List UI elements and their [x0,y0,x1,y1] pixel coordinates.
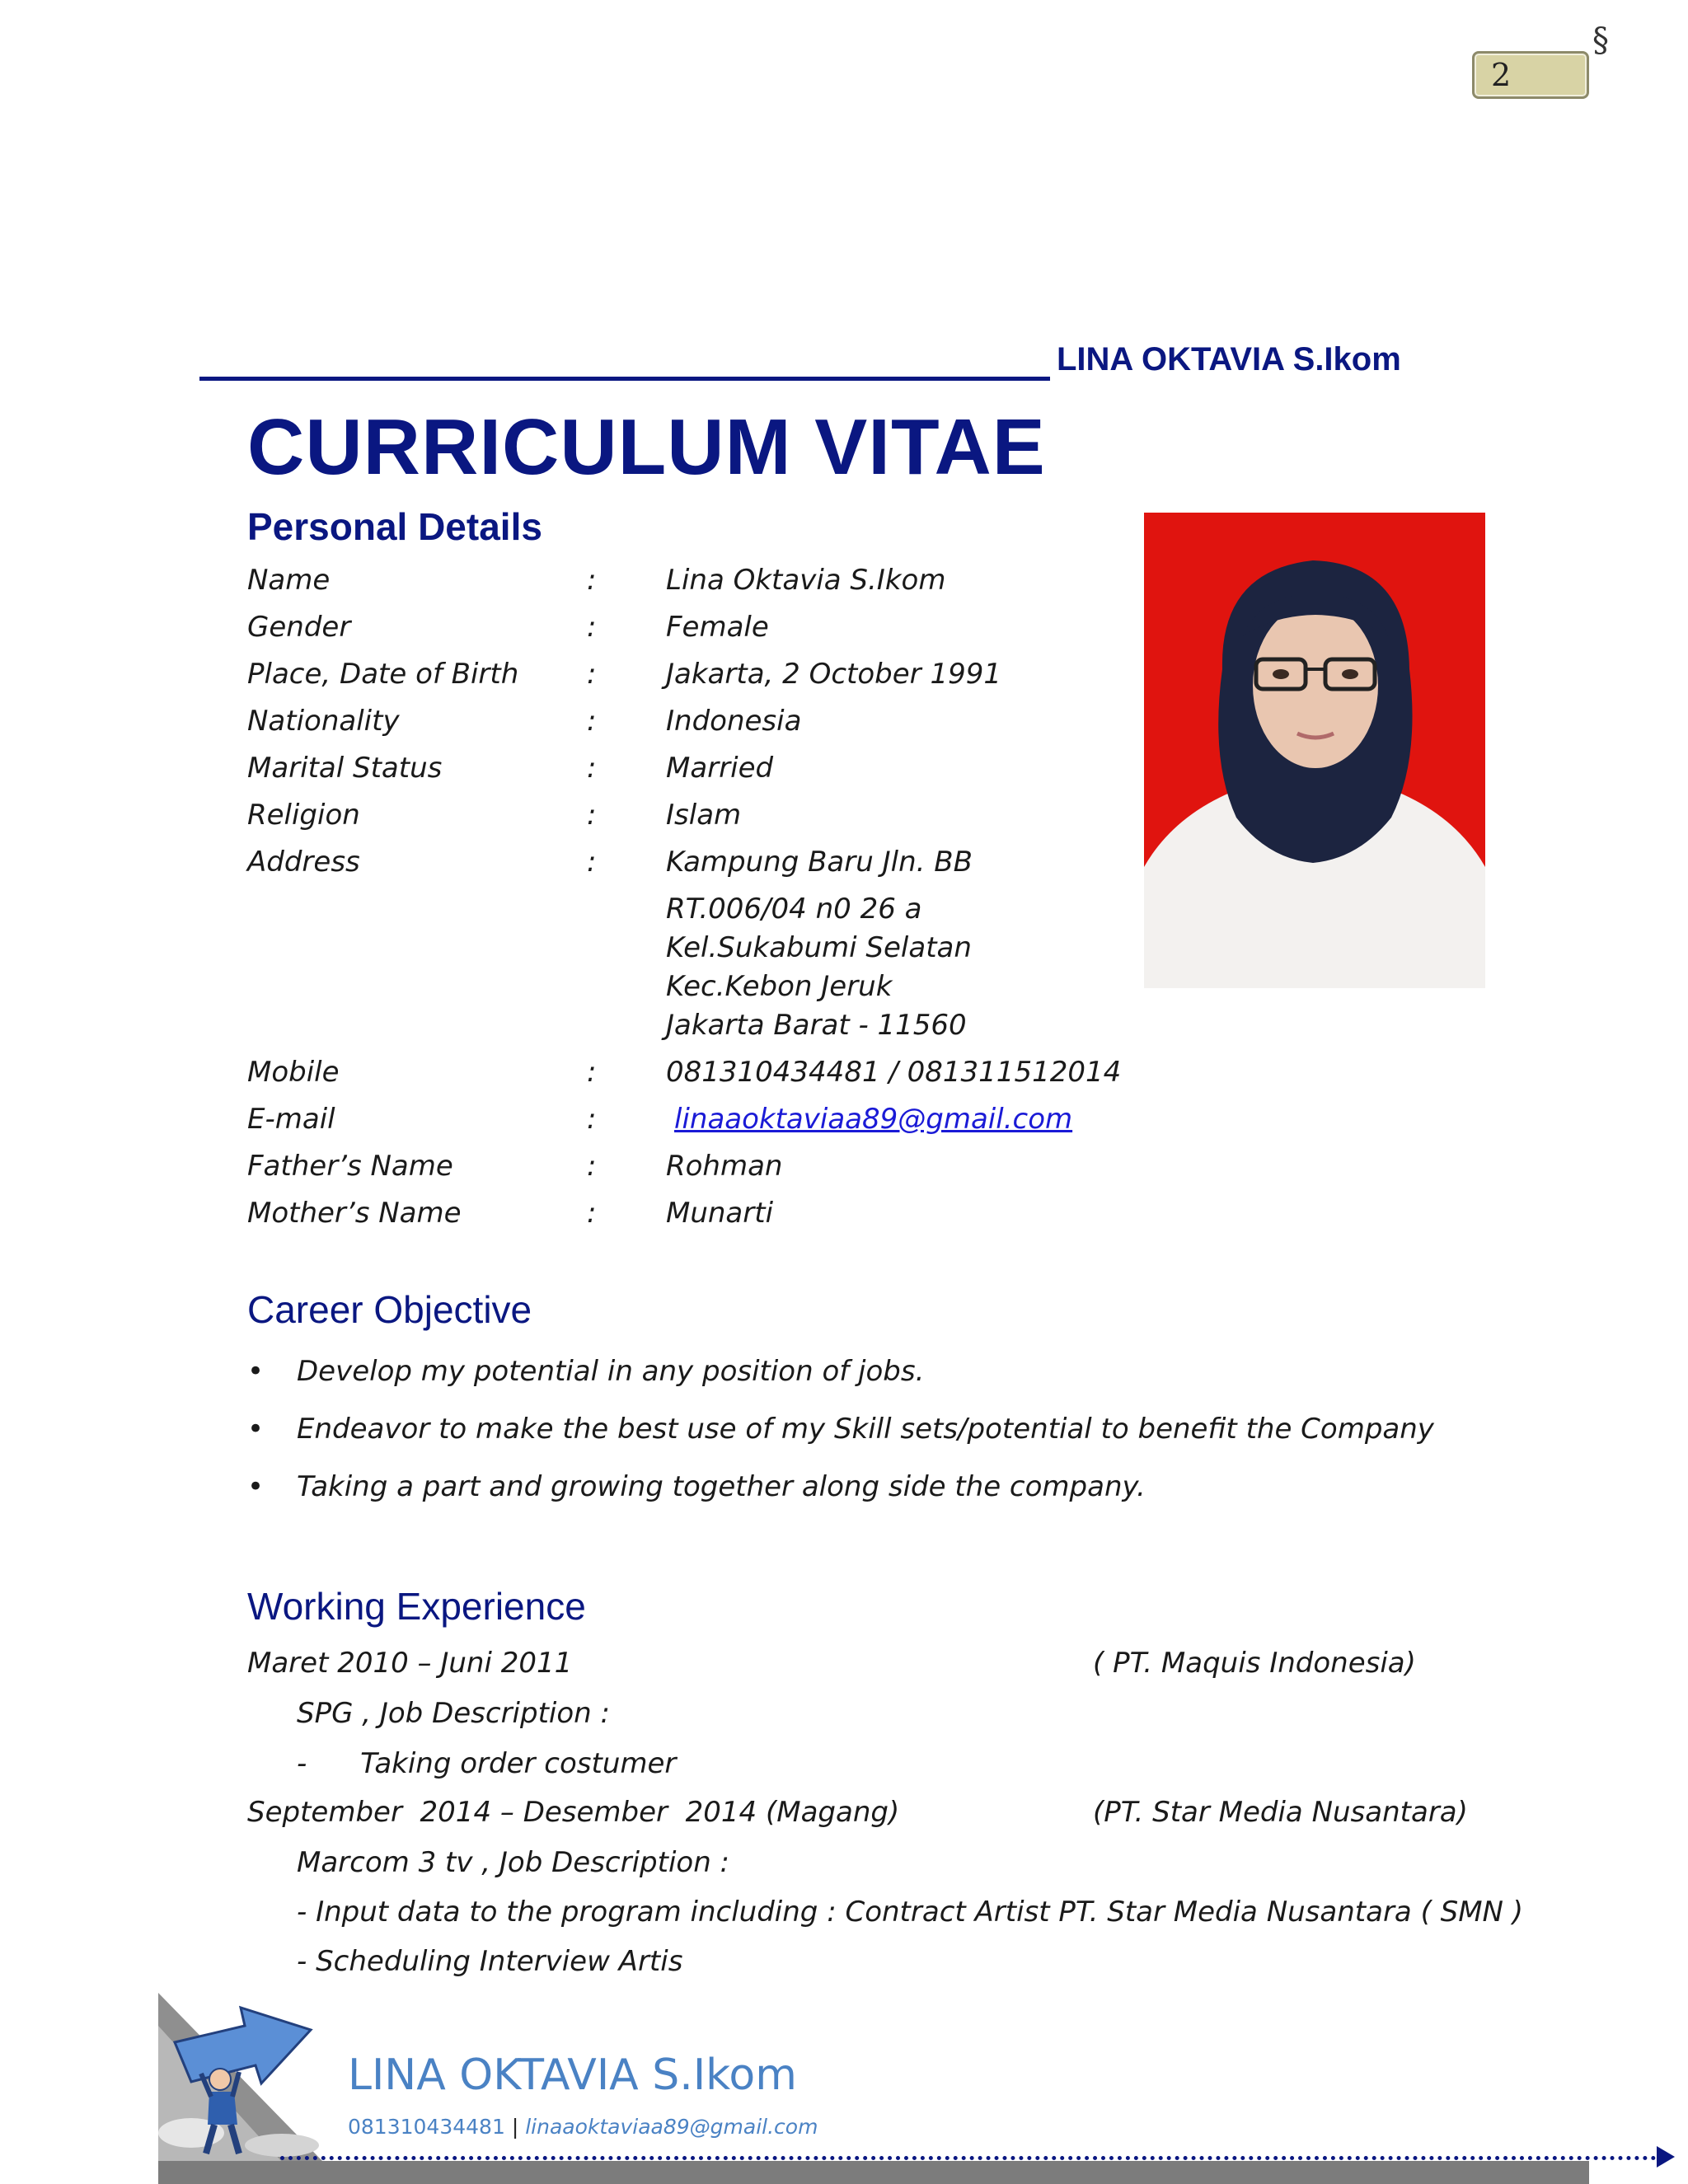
detail-label: Marital Status [247,752,443,785]
working-experience-heading: Working Experience [247,1585,586,1628]
footer-illustration [158,1993,323,2162]
section-mark: § [1592,21,1609,59]
detail-colon: : [587,611,597,644]
page-number: 2 [1491,57,1512,93]
detail-label: Mother’s Name [247,1197,462,1230]
detail-colon: : [587,1056,597,1089]
detail-value: Kampung Baru Jln. BB [666,846,973,879]
detail-value: Indonesia [666,705,802,738]
detail-label: Gender [247,611,351,644]
job-company: ( PT. Maquis Indonesia) [1093,1647,1416,1680]
detail-row-father [247,1150,1154,1191]
header-rule [199,377,1050,381]
detail-value: 081310434481 / 081311512014 [666,1056,1122,1089]
footer-phone: 081310434481 [348,2115,505,2139]
personal-details-heading: Personal Details [247,505,542,548]
footer-separator: | [511,2115,519,2139]
footer-name: LINA OKTAVIA S.Ikom [348,2050,797,2100]
detail-colon: : [587,658,597,691]
profile-photo [1144,513,1485,988]
detail-value: Rohman [666,1150,783,1183]
detail-row-religion [247,799,1154,840]
detail-label: E-mail [247,1103,335,1136]
detail-row-mother [247,1197,1154,1238]
job-role: Marcom 3 tv , Job Description : [297,1846,730,1879]
detail-value: Munarti [666,1197,774,1230]
bullet-icon: • [247,1355,265,1388]
job-duty: - Taking order costumer [297,1747,677,1780]
address-line: Jakarta Barat - 11560 [666,1009,967,1042]
detail-label: Nationality [247,705,400,738]
detail-label: Father’s Name [247,1150,453,1183]
list-item-text: Develop my potential in any position of jobs. [297,1355,925,1388]
header-name: LINA OKTAVIA S.Ikom [1057,341,1401,377]
detail-row-gender [247,611,1154,652]
detail-colon: : [587,1150,597,1183]
bullet-icon: • [247,1470,265,1503]
list-item-text: Endeavor to make the best use of my Skill sets/potential to benefit the Company [297,1413,1434,1446]
detail-row-address [247,846,1154,887]
page-title: CURRICULUM VITAE [247,403,1046,491]
detail-colon: : [587,564,597,597]
detail-value: Female [666,611,769,644]
footer-bar [158,2161,1589,2184]
career-objective-heading: Career Objective [247,1288,532,1331]
footer-contact [348,2115,818,2139]
detail-value: Lina Oktavia S.Ikom [666,564,946,597]
detail-colon: : [587,705,597,738]
detail-row-birth [247,658,1154,699]
detail-value: Jakarta, 2 October 1991 [666,658,1001,691]
detail-row-name [247,564,1154,605]
detail-colon: : [587,846,597,879]
detail-colon: : [587,1103,597,1136]
detail-value: Islam [666,799,742,832]
detail-label: Religion [247,799,360,832]
job-duty: - Input data to the program including : Contract Artist PT. Star Media Nusantara ( SMN ) [297,1896,1524,1929]
detail-row-nationality [247,705,1154,746]
detail-row-email [247,1103,1154,1144]
job-duty: - Scheduling Interview Artis [297,1945,683,1978]
page-number-box [1472,51,1589,99]
address-line: Kec.Kebon Jeruk [666,970,893,1003]
detail-label: Place, Date of Birth [247,658,519,691]
email-link[interactable]: linaaoktaviaa89@gmail.com [674,1103,1073,1136]
job-period: Maret 2010 – Juni 2011 [247,1647,573,1680]
arrow-right-icon [1657,2146,1675,2168]
footer-dotted-line [280,2156,1657,2160]
address-line: RT.006/04 n0 26 a [666,893,922,926]
job-period: September 2014 – Desember 2014 (Magang) [247,1796,900,1829]
list-item-text: Taking a part and growing together along side the company. [297,1470,1146,1503]
detail-row-mobile [247,1056,1154,1097]
job-company: (PT. Star Media Nusantara) [1093,1796,1468,1829]
detail-label: Address [247,846,360,879]
detail-label: Name [247,564,331,597]
detail-colon: : [587,1197,597,1230]
detail-value: Married [666,752,774,785]
detail-label: Mobile [247,1056,340,1089]
footer-email: linaaoktaviaa89@gmail.com [525,2115,818,2139]
job-role: SPG , Job Description : [297,1697,610,1730]
detail-colon: : [587,752,597,785]
bullet-icon: • [247,1413,265,1446]
address-line: Kel.Sukabumi Selatan [666,931,972,964]
detail-colon: : [587,799,597,832]
detail-row-marital [247,752,1154,793]
